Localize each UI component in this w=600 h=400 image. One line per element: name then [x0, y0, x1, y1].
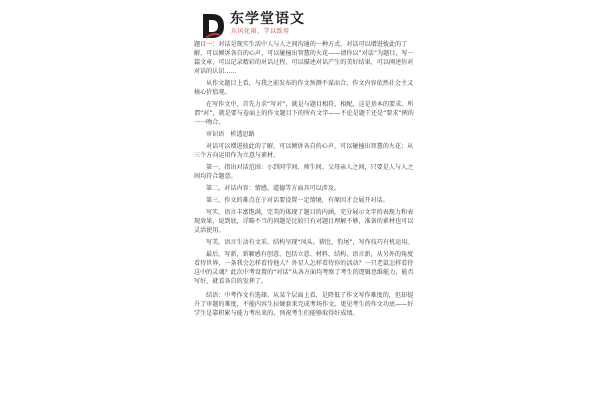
paragraph: 第三，作文的难点在于对话要设置一定情境，有原因才会展开对话。	[206, 196, 389, 204]
paragraph: 第二，对话内容：情感、道德等方面具可以涉及。	[206, 185, 341, 193]
brand-logo-icon	[200, 12, 226, 40]
brand-slogan: 东风化雨，学以致用	[231, 28, 290, 35]
paragraph: 第一，指出对话范围：小到同学间、师生间、父母亲人之间，只要是人与人之间均符合题意。	[194, 164, 414, 181]
paragraph: 最后，写新，新颖感有创意，包括立意、材料、结构、语言新，从另外的角度看待世界，一条我会怎样看待他人？外星人怎样看待你的活动？一只老鼠怎样看待这中的灵魂？此次中考设置的“对话”从各方面均考察了考生的逻辑思维能力，能否写好，就看各自的发挥了。	[194, 250, 414, 286]
article-body	[194, 40, 418, 321]
paragraph: 从作文题目上看，与我之前发布的作文预测不谋而合，作文内容依然社会主义核心价值观。	[194, 80, 414, 97]
section-heading: 审识语 析透思路	[206, 131, 255, 139]
paragraph: 写美，语言生动有文采、结构呈现“凤头、猪肚、豹尾”，写作技巧有机运用。	[206, 238, 414, 246]
paragraph: 对话可以增进彼此的了解，可以倾诉各自的心声，可以碰撞出智慧的火花；从三个方向运用作为立意与素材。	[194, 143, 414, 160]
paragraph-prompt: 题目一：对话是现实生活中人与人之间沟通的一种方式。对话可以增进彼此的了解，可以倾诉各自的心声，可以碰撞出智慧的火花——请你以“对话”为题目，写一篇文章，可以记录精彩的对话过程，可以描述对话产生的美好结果，可以阐述你对对话的认识……	[194, 41, 414, 76]
brand-header	[200, 12, 400, 40]
paragraph: 在写作文中，首先力求“写对”，就是与题目相符、相配，这是基本的要求。所谓“对”，就是要与卷面上的作文题目下的所有文字——不论是题干还是“要求”例的一一吻合。	[194, 101, 414, 127]
paragraph-conclusion: 结语：中考作文有选择。从某个层面上看，是降低了作文写作难度的，但却提升了审题的难度，不能内容生拉硬套来完成考场作文。更见考生的作文功底——好学生是靠积累与能力考出来的，预祝考生们能够取得好成绩。	[194, 292, 414, 318]
document-page	[170, 0, 440, 400]
brand-name: 东学堂语文	[230, 11, 305, 27]
paragraph: 写实，语言丰富饱满，完美的体现了题目的内涵，充分展示文字的表现力和表现效果，说到底，详略不当的问题是比较只有对题目理解不够，准备的素材也可以灵活使用。	[194, 208, 414, 235]
